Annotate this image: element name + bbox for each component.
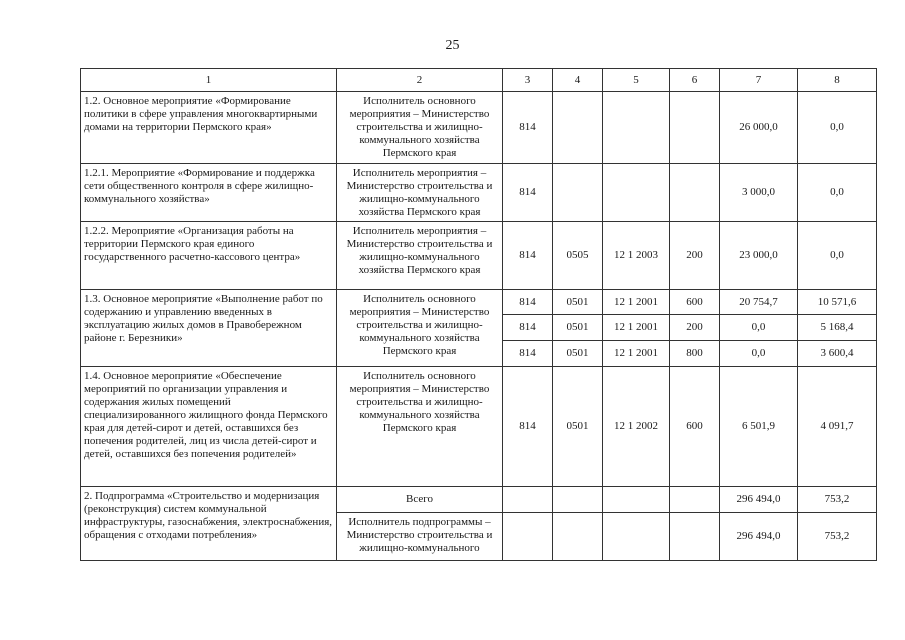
cell-c6 — [670, 164, 720, 222]
cell-c3: 814 — [503, 222, 553, 290]
table-row — [81, 367, 877, 487]
cell-c5: 12 1 2001 — [603, 341, 670, 367]
cell-c4: 0501 — [553, 315, 603, 341]
row-description: 1.3. Основное мероприятие «Выполнение работ по содержанию и управлению введенных в эксплуатацию жилых домов в Правобережном районе г. Березники» — [81, 290, 337, 367]
cell-c6 — [670, 92, 720, 164]
cell-c8: 3 600,4 — [798, 341, 877, 367]
cell-c7: 23 000,0 — [720, 222, 798, 290]
cell-c6 — [670, 487, 720, 513]
cell-c5 — [603, 513, 670, 561]
cell-c8: 0,0 — [798, 222, 877, 290]
cell-c5: 12 1 2002 — [603, 367, 670, 487]
table-row — [81, 290, 877, 315]
column-header: 8 — [798, 69, 877, 92]
cell-c6: 600 — [670, 290, 720, 315]
cell-c6: 200 — [670, 315, 720, 341]
row-executor: Исполнитель мероприятия – Министерство строительства и жилищно-коммунального хозяйства Пермского края — [337, 164, 503, 222]
column-header: 3 — [503, 69, 553, 92]
cell-c6 — [670, 513, 720, 561]
table-row — [81, 222, 877, 290]
cell-c8: 0,0 — [798, 92, 877, 164]
cell-c3 — [503, 513, 553, 561]
cell-c7: 3 000,0 — [720, 164, 798, 222]
table-row — [81, 92, 877, 164]
cell-c3 — [503, 487, 553, 513]
column-header: 4 — [553, 69, 603, 92]
row-description: 2. Подпрограмма «Строительство и модернизация (реконструкция) систем коммунальной инфраструктуры, газоснабжения, электроснабжения, обращения с отходами потребления» — [81, 487, 337, 561]
column-header: 7 — [720, 69, 798, 92]
row-executor: Исполнитель основного мероприятия – Министерство строительства и жилищно-коммунального хозяйства Пермского края — [337, 367, 503, 487]
cell-c5: 12 1 2001 — [603, 290, 670, 315]
cell-c5 — [603, 487, 670, 513]
cell-c8: 4 091,7 — [798, 367, 877, 487]
cell-c3: 814 — [503, 341, 553, 367]
row-executor: Исполнитель подпрограммы – Министерство строительства и жилищно-коммунального — [337, 513, 503, 561]
cell-c4 — [553, 164, 603, 222]
cell-c4: 0501 — [553, 290, 603, 315]
header-row — [81, 69, 877, 92]
cell-c4: 0501 — [553, 341, 603, 367]
cell-c8: 10 571,6 — [798, 290, 877, 315]
cell-c8: 753,2 — [798, 513, 877, 561]
cell-c8: 753,2 — [798, 487, 877, 513]
cell-c3: 814 — [503, 290, 553, 315]
column-header: 6 — [670, 69, 720, 92]
cell-c7: 20 754,7 — [720, 290, 798, 315]
cell-c5: 12 1 2003 — [603, 222, 670, 290]
row-executor: Всего — [337, 487, 503, 513]
table-row — [81, 164, 877, 222]
cell-c3: 814 — [503, 92, 553, 164]
column-header: 1 — [81, 69, 337, 92]
row-description: 1.4. Основное мероприятие «Обеспечение мероприятий по организации управления и содержания жилых помещений специализированного жилищного фонда Пермского края для детей-сирот и детей, оставшихся без попечения родителей, лиц из числа детей-сирот и детей, оставшихся без попечения родителей» — [81, 367, 337, 487]
cell-c4: 0505 — [553, 222, 603, 290]
cell-c4 — [553, 487, 603, 513]
row-executor: Исполнитель основного мероприятия – Министерство строительства и жилищно-коммунального хозяйства Пермского края — [337, 92, 503, 164]
cell-c7: 26 000,0 — [720, 92, 798, 164]
budget-table — [80, 68, 877, 561]
row-description: 1.2.2. Мероприятие «Организация работы на территории Пермского края единого государственного расчетно-кассового центра» — [81, 222, 337, 290]
cell-c4 — [553, 92, 603, 164]
row-executor: Исполнитель основного мероприятия – Министерство строительства и жилищно-коммунального хозяйства Пермского края — [337, 290, 503, 367]
cell-c7: 6 501,9 — [720, 367, 798, 487]
cell-c7: 296 494,0 — [720, 487, 798, 513]
cell-c4 — [553, 513, 603, 561]
table-row — [81, 487, 877, 513]
cell-c5: 12 1 2001 — [603, 315, 670, 341]
cell-c6: 800 — [670, 341, 720, 367]
cell-c3: 814 — [503, 315, 553, 341]
cell-c8: 5 168,4 — [798, 315, 877, 341]
cell-c3: 814 — [503, 164, 553, 222]
cell-c7: 296 494,0 — [720, 513, 798, 561]
cell-c6: 600 — [670, 367, 720, 487]
cell-c5 — [603, 92, 670, 164]
row-description: 1.2. Основное мероприятие «Формирование политики в сфере управления многоквартирными домами на территории Пермского края» — [81, 92, 337, 164]
cell-c7: 0,0 — [720, 341, 798, 367]
cell-c3: 814 — [503, 367, 553, 487]
row-executor: Исполнитель мероприятия – Министерство строительства и жилищно-коммунального хозяйства Пермского края — [337, 222, 503, 290]
column-header: 5 — [603, 69, 670, 92]
column-header: 2 — [337, 69, 503, 92]
cell-c4: 0501 — [553, 367, 603, 487]
cell-c5 — [603, 164, 670, 222]
page-number: 25 — [445, 38, 460, 53]
cell-c8: 0,0 — [798, 164, 877, 222]
cell-c7: 0,0 — [720, 315, 798, 341]
cell-c6: 200 — [670, 222, 720, 290]
row-description: 1.2.1. Мероприятие «Формирование и поддержка сети общественного контроля в сфере жилищно-коммунального хозяйства» — [81, 164, 337, 222]
